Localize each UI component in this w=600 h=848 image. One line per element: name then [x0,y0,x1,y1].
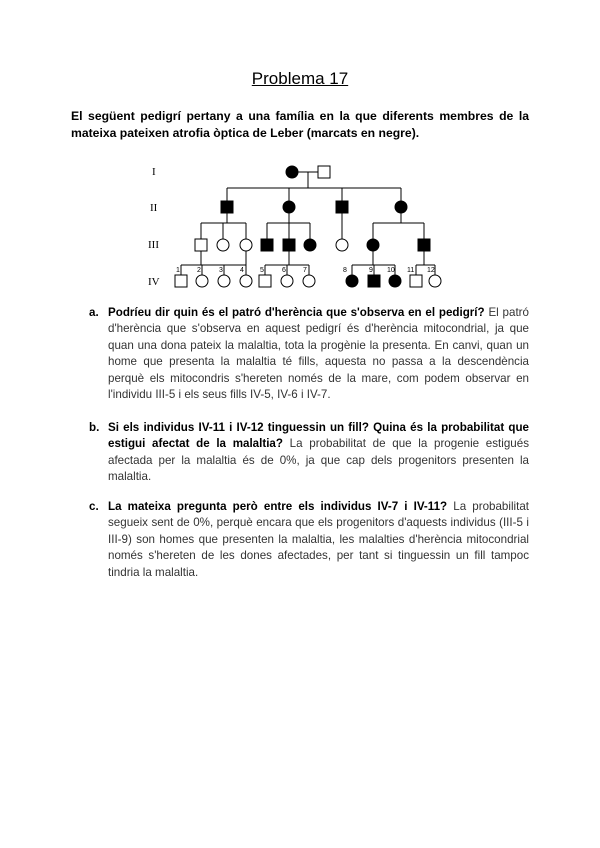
affected-female [389,275,401,287]
unaffected-male [318,166,330,178]
generation-label: I [152,166,156,178]
answer-text: La probabilitat segueix sent de 0%, perquè encara que els progenitors d'aquests individus (III-5 i III-9) son homes que presenten la malaltia, les malalties d'herència mitocondrial només s'hereten de les dones afectades, per tant si tinguessin un fill tampoc tindria la malaltia. [108,500,529,579]
individual-number: 6 [282,267,286,274]
individual-number: 4 [240,267,244,274]
unaffected-female [217,239,229,251]
unaffected-female [196,275,208,287]
question-letter: c. [89,500,99,513]
unaffected-female [429,275,441,287]
individual-number: 5 [260,267,264,274]
intro-paragraph: El següent pedigrí pertany a una família en la que diferents membres de la mateixa pateixen atrofia òptica de Leber (marcats en negre). [71,109,529,140]
individual-number: 8 [343,267,347,274]
generation-label: III [148,239,159,251]
unaffected-male [259,275,271,287]
individual-number: 1 [176,267,180,274]
affected-male [418,239,430,251]
individual-number: 12 [427,267,435,274]
individual-number: 7 [303,267,307,274]
pedigree-diagram [140,155,460,295]
individual-number: 9 [369,267,373,274]
answer-text: La probabilitat de que la progenie estigués afectada per la malaltia és de 0%, ja que cap dels progenitors presenten la malaltia. [108,437,529,484]
individual-number: 2 [197,267,201,274]
unaffected-male [175,275,187,287]
answer-text: El patró d'herència que s'observa en aquest pedigrí és d'herència mitocondrial, ja que quan una dona pateix la malaltia, tota la progènie la presenta. En canvi, quan un home que presenta la malaltia té fills, aquesta no passa a la descendència perquè els mitocondris s'hereten només de la mare, com podem observar en l'individu III-5 i els seus fills IV-5, IV-6 i IV-7. [108,306,529,402]
unaffected-male [410,275,422,287]
affected-male [283,239,295,251]
generation-label: II [150,202,158,214]
affected-female [395,201,407,213]
unaffected-male [195,239,207,251]
unaffected-female [218,275,230,287]
unaffected-female [336,239,348,251]
affected-female [346,275,358,287]
question-text: Podríeu dir quin és el patró d'herència que s'observa en el pedigrí? [108,306,485,319]
unaffected-female [240,275,252,287]
affected-female [304,239,316,251]
question-letter: b. [89,421,100,434]
affected-male [261,239,273,251]
question-c [89,499,529,581]
affected-male [368,275,380,287]
affected-female [367,239,379,251]
unaffected-female [240,239,252,251]
individual-number: 11 [407,267,415,274]
unaffected-female [303,275,315,287]
affected-female [286,166,298,178]
individual-number: 10 [387,267,395,274]
question-text: La mateixa pregunta però entre els individus IV-7 i IV-11? [108,500,448,513]
question-letter: a. [89,306,99,319]
question-a [89,305,529,403]
affected-male [336,201,348,213]
individual-number: 3 [219,267,223,274]
generation-label: IV [148,276,160,288]
question-text: Si els individus IV-11 i IV-12 tinguessin un fill? Quina és la probabilitat que estigui afectat de la malaltia? [108,421,529,451]
affected-female [283,201,295,213]
affected-male [221,201,233,213]
question-b [89,420,529,486]
unaffected-female [281,275,293,287]
page-title: Problema 17 [251,69,349,88]
